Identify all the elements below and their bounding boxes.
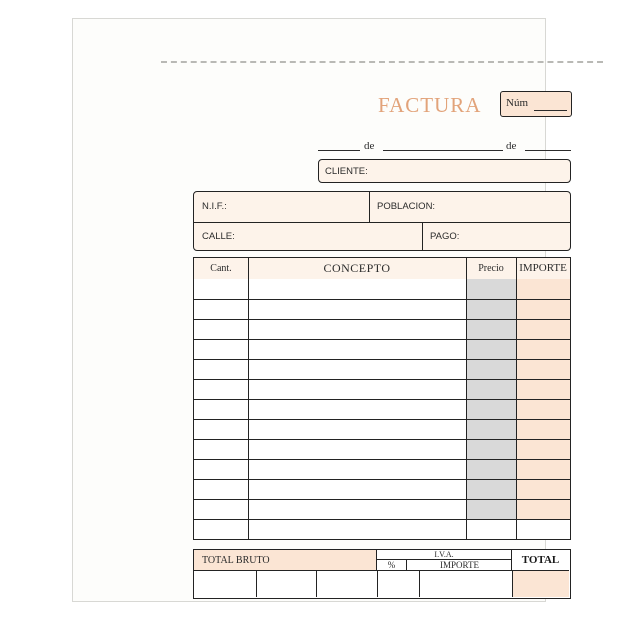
iva-importe-label: IMPORTE (440, 560, 479, 570)
table-row[interactable] (194, 459, 570, 460)
customer-info-block[interactable] (193, 191, 571, 251)
table-row[interactable] (194, 339, 570, 340)
total-value-cell[interactable] (512, 571, 569, 597)
perforation-line (161, 61, 603, 63)
totals-divider-3 (377, 571, 378, 597)
iva-title: I.V.A. (377, 550, 511, 560)
iva-group (377, 550, 512, 571)
totals-divider-4 (419, 571, 420, 597)
table-row[interactable] (194, 479, 570, 480)
invoice-pad-sheet (72, 18, 567, 602)
totals-block[interactable] (193, 549, 571, 599)
date-de-label-2: de (506, 140, 517, 152)
info-divider-vertical-top (369, 192, 370, 222)
table-row[interactable] (194, 419, 570, 420)
totals-divider-1 (256, 571, 257, 597)
invoice-title-row (318, 91, 573, 121)
date-month-rule (383, 150, 503, 151)
invoice-number-label: Núm (506, 97, 528, 109)
total-label: TOTAL (512, 550, 569, 571)
table-row[interactable] (194, 319, 570, 320)
total-bruto-label: TOTAL BRUTO (194, 550, 377, 571)
header-importe: IMPORTE (516, 258, 570, 279)
nif-label: N.I.F.: (202, 201, 227, 212)
header-cant: Cant. (194, 258, 248, 279)
totals-divider-2 (316, 571, 317, 597)
table-row[interactable] (194, 399, 570, 400)
info-divider-vertical-bottom (422, 222, 423, 250)
totals-divider-5 (512, 571, 513, 597)
info-divider-horizontal (194, 222, 570, 223)
poblacion-label: POBLACION: (377, 201, 436, 212)
iva-percent-label: % (377, 560, 407, 571)
table-row[interactable] (194, 519, 570, 520)
table-row[interactable] (194, 299, 570, 300)
date-line[interactable] (318, 137, 571, 153)
table-header-row (194, 258, 570, 279)
cliente-label: CLIENTE: (325, 166, 368, 177)
date-year-rule (525, 150, 571, 151)
table-row[interactable] (194, 359, 570, 360)
invoice-number-rule (534, 110, 567, 111)
page-title: FACTURA (378, 93, 482, 117)
header-concepto: CONCEPTO (248, 258, 466, 279)
table-row[interactable] (194, 379, 570, 380)
invoice-number-box[interactable] (500, 91, 572, 117)
line-items-table[interactable] (193, 257, 571, 540)
table-row[interactable] (194, 439, 570, 440)
calle-label: CALLE: (202, 231, 235, 242)
date-de-label-1: de (364, 140, 375, 152)
table-row[interactable] (194, 499, 570, 500)
cliente-field[interactable] (318, 159, 571, 183)
header-precio: Precio (466, 258, 516, 279)
date-day-rule (318, 150, 360, 151)
pago-label: PAGO: (430, 231, 460, 242)
